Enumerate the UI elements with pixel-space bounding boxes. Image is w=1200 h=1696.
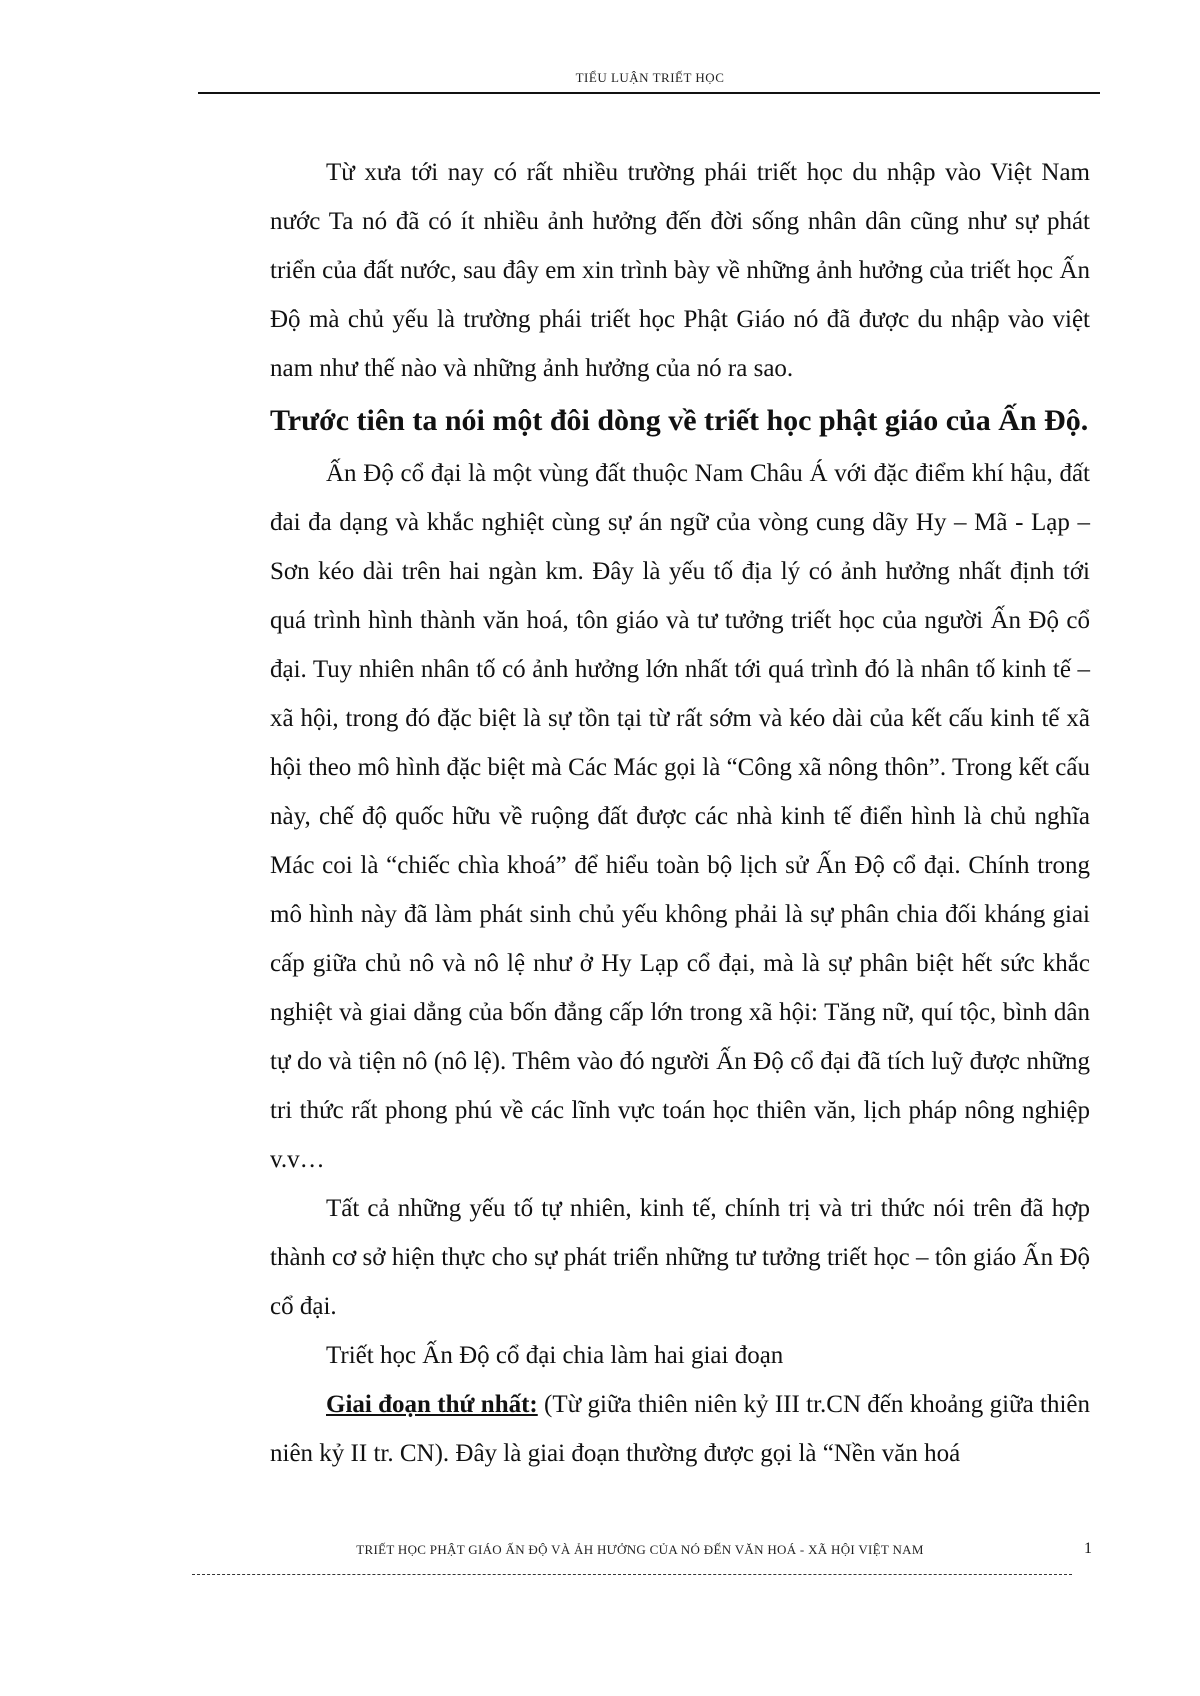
paragraph-foundation-text: Tất cả những yếu tố tự nhiên, kinh tế, chính trị và tri thức nói trên đã hợp thành cơ sở hiện thực cho sự phát triển những tư tưởng triết học – tôn giáo Ấn Độ cổ đại. [270, 1195, 1090, 1320]
paragraph-india-context-text: Ấn Độ cổ đại là một vùng đất thuộc Nam Châu Á với đặc điểm khí hậu, đất đai đa dạng và khắc nghiệt cùng sự án ngữ của vòng cung dãy Hy – Mã - Lạp – Sơn kéo dài trên hai ngàn km. Đây là yếu tố địa lý có ảnh hưởng nhất định tới quá trình hình thành văn hoá, tôn giáo và tư tưởng triết học của người Ấn Độ cổ đại. Tuy nhiên nhân tố có ảnh hưởng lớn nhất tới quá trình đó là nhân tố kinh tế – xã hội, trong đó đặc biệt là sự tồn tại từ rất sớm và kéo dài của kết cấu kinh tế xã hội theo mô hình đặc biệt mà Các Mác gọi là “Công xã nông thôn”. Trong kết cấu này, chế độ quốc hữu về ruộng đất được các nhà kinh tế điển hình là chủ nghĩa Mác coi là “chiếc chìa khoá” để hiểu toàn bộ lịch sử Ấn Độ cổ đại. Chính trong mô hình này đã làm phát sinh chủ yếu không phải là sự phân chia đối kháng giai cấp giữa chủ nô và nô lệ như ở Hy Lạp cổ đại, mà là sự phân biệt hết sức khắc nghiệt và giai dẳng của bốn đẳng cấp lớn trong xã hội: Tăng nữ, quí tộc, bình dân tự do và tiện nô (nô lệ). Thêm vào đó người Ấn Độ cổ đại đã tích luỹ được những tri thức rất phong phú về các lĩnh vực toán học thiên văn, lịch pháp nông nghiệp v.v… [270, 460, 1090, 1173]
paragraph-first-period [270, 1380, 1090, 1478]
first-period-text: (Từ giữa thiên niên kỷ III tr.CN đến khoảng giữa thiên niên kỷ II tr. CN). Đây là giai đoạn thường được gọi là “Nền văn hoá [270, 1391, 1090, 1467]
body-content [270, 148, 1090, 1478]
section-heading-text: Trước tiên ta nói một đôi dòng về triết học phật giáo của Ấn Độ. [270, 404, 1089, 437]
running-footer: TRIẾT HỌC PHẬT GIÁO ẤN ĐỘ VÀ ẢH HƯỞNG CỦA NÓ ĐẾN VĂN HOÁ - XÃ HỘI VIỆT NAM [356, 1542, 924, 1557]
section-heading [270, 393, 1090, 449]
page-number: 1 [1084, 1540, 1092, 1557]
paragraph-periods-text: Triết học Ấn Độ cổ đại chia làm hai giai đoạn [326, 1342, 784, 1369]
intro-paragraph [270, 148, 1090, 393]
header-rule [198, 92, 1100, 94]
paragraph-foundation [270, 1184, 1090, 1331]
intro-text: Từ xưa tới nay có rất nhiều trường phái triết học du nhập vào Việt Nam nước Ta nó đã có ít nhiều ảnh hưởng đến đời sống nhân dân cũng như sự phát triển của đất nước, sau đây em xin trình bày về những ảnh hưởng của triết học Ấn Độ mà chủ yếu là trường phái triết học Phật Giáo nó đã được du nhập vào việt nam như thế nào và những ảnh hưởng của nó ra sao. [270, 159, 1090, 382]
paragraph-periods [270, 1331, 1090, 1380]
paragraph-india-context [270, 449, 1090, 1184]
first-period-label: Giai đoạn thứ nhất: [326, 1391, 538, 1418]
running-header: TIỂU LUẬN TRIẾT HỌC [575, 70, 725, 85]
footer-rule [192, 1574, 1072, 1575]
